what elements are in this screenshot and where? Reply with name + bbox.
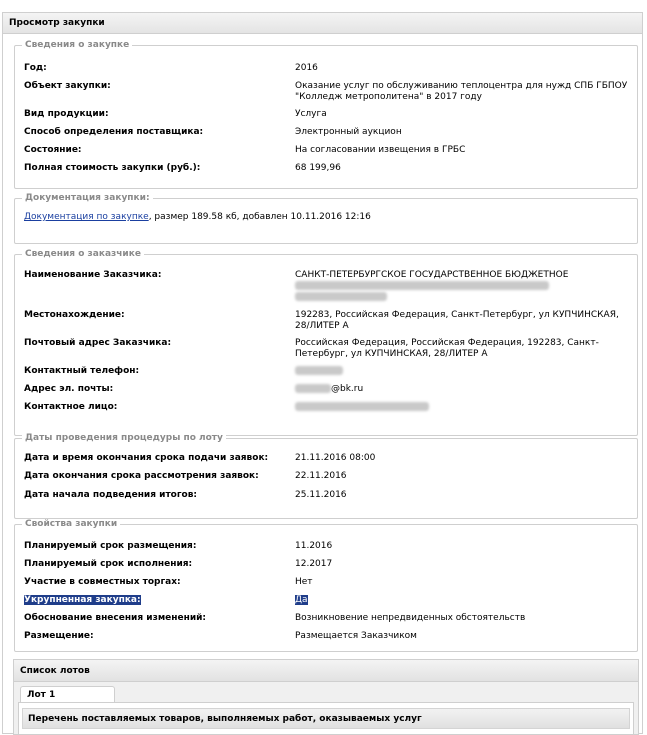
state-value: На согласовании извещения в ГРБС (295, 145, 466, 155)
purchase-view-window (2, 12, 643, 734)
placement-period-value: 11.2016 (295, 541, 333, 551)
documentation-section (14, 193, 638, 244)
joint-tender-label: Участие в совместных торгах: (24, 577, 181, 587)
year-value: 2016 (295, 63, 318, 73)
supplier-method-label: Способ определения поставщика: (24, 127, 204, 137)
change-reason-label: Обоснование внесения изменений: (24, 613, 207, 623)
postal-address-value: Российская Федерация, Российская Федерация, 192283, Санкт-Петербург, ул КУПЧИНСКАЯ, 28/ЛИТЕР А (295, 338, 599, 359)
execution-period-value: 12.2017 (295, 559, 333, 569)
lot-body (18, 702, 634, 735)
total-cost-label: Полная стоимость закупки (руб.): (24, 163, 201, 173)
consolidated-purchase-value: Да (295, 595, 308, 605)
results-date-label: Дата начала подведения итогов: (24, 490, 198, 500)
phone-label: Контактный телефон: (24, 366, 140, 376)
object-label: Объект закупки: (24, 81, 111, 91)
total-cost-value: 68 199,96 (295, 163, 341, 173)
documentation-link[interactable]: Документация по закупке (24, 212, 149, 222)
window-title: Просмотр закупки (3, 13, 642, 34)
consolidated-purchase-label: Укрупненная закупка: (24, 595, 141, 605)
lots-panel (13, 659, 639, 735)
placement-label: Размещение: (24, 631, 94, 641)
year-label: Год: (24, 63, 47, 73)
application-deadline-label: Дата и время окончания срока подачи заявок: (24, 453, 269, 463)
redacted-contact-person (295, 402, 429, 411)
joint-tender-value: Нет (295, 577, 313, 587)
documentation-legend: Документация закупки: (22, 193, 153, 204)
customer-name-label: Наименование Заказчика: (24, 270, 162, 280)
tab-lot-1[interactable]: Лот 1 (20, 686, 115, 703)
purchase-info-section (14, 40, 638, 189)
goods-list-header: Перечень поставляемых товаров, выполняемых работ, оказываемых услуг (22, 708, 630, 729)
redacted-name-line-2 (295, 292, 387, 301)
product-type-value: Услуга (295, 109, 327, 119)
purchase-info-legend: Сведения о закупке (22, 40, 132, 51)
state-label: Состояние: (24, 145, 82, 155)
customer-name-text: САНКТ-ПЕТЕРБУРГСКОЕ ГОСУДАРСТВЕННОЕ БЮДЖЕТНОЕ (295, 270, 569, 280)
customer-info-section (14, 249, 638, 436)
placement-period-label: Планируемый срок размещения: (24, 541, 197, 551)
documentation-details: , размер 189.58 кб, добавлен 10.11.2016 12:16 (148, 212, 371, 222)
lots-title: Список лотов (14, 660, 638, 682)
redacted-name-line-1 (295, 281, 549, 290)
object-value: Оказание услуг по обслуживанию теплоцентра для нужд СПБ ГБПОУ "Колледж метрополитена" в 2017 году (295, 81, 628, 102)
procedure-dates-legend: Даты проведения процедуры по лоту (22, 433, 226, 444)
application-deadline-value: 21.11.2016 08:00 (295, 453, 376, 463)
redacted-email (295, 384, 331, 393)
email-domain: @bk.ru (331, 384, 364, 394)
location-label: Местонахождение: (24, 310, 125, 320)
product-type-label: Вид продукции: (24, 109, 109, 119)
change-reason-value: Возникновение непредвиденных обстоятельств (295, 613, 526, 623)
redacted-phone (295, 366, 343, 375)
contact-person-label: Контактное лицо: (24, 402, 118, 412)
location-value: 192283, Российская Федерация, Санкт-Петербург, ул КУПЧИНСКАЯ, 28/ЛИТЕР А (295, 310, 619, 331)
procedure-dates-section (14, 433, 638, 519)
customer-name-value (295, 270, 631, 303)
purchase-properties-legend: Свойства закупки (22, 519, 120, 530)
execution-period-label: Планируемый срок исполнения: (24, 559, 193, 569)
customer-info-legend: Сведения о заказчике (22, 249, 144, 260)
supplier-method-value: Электронный аукцион (295, 127, 402, 137)
review-deadline-value: 22.11.2016 (295, 471, 347, 481)
purchase-properties-section (14, 519, 638, 652)
results-date-value: 25.11.2016 (295, 490, 347, 500)
postal-address-label: Почтовый адрес Заказчика: (24, 338, 172, 348)
email-label: Адрес эл. почты: (24, 384, 114, 394)
review-deadline-label: Дата окончания срока рассмотрения заявок: (24, 471, 259, 481)
placement-value: Размещается Заказчиком (295, 631, 417, 641)
